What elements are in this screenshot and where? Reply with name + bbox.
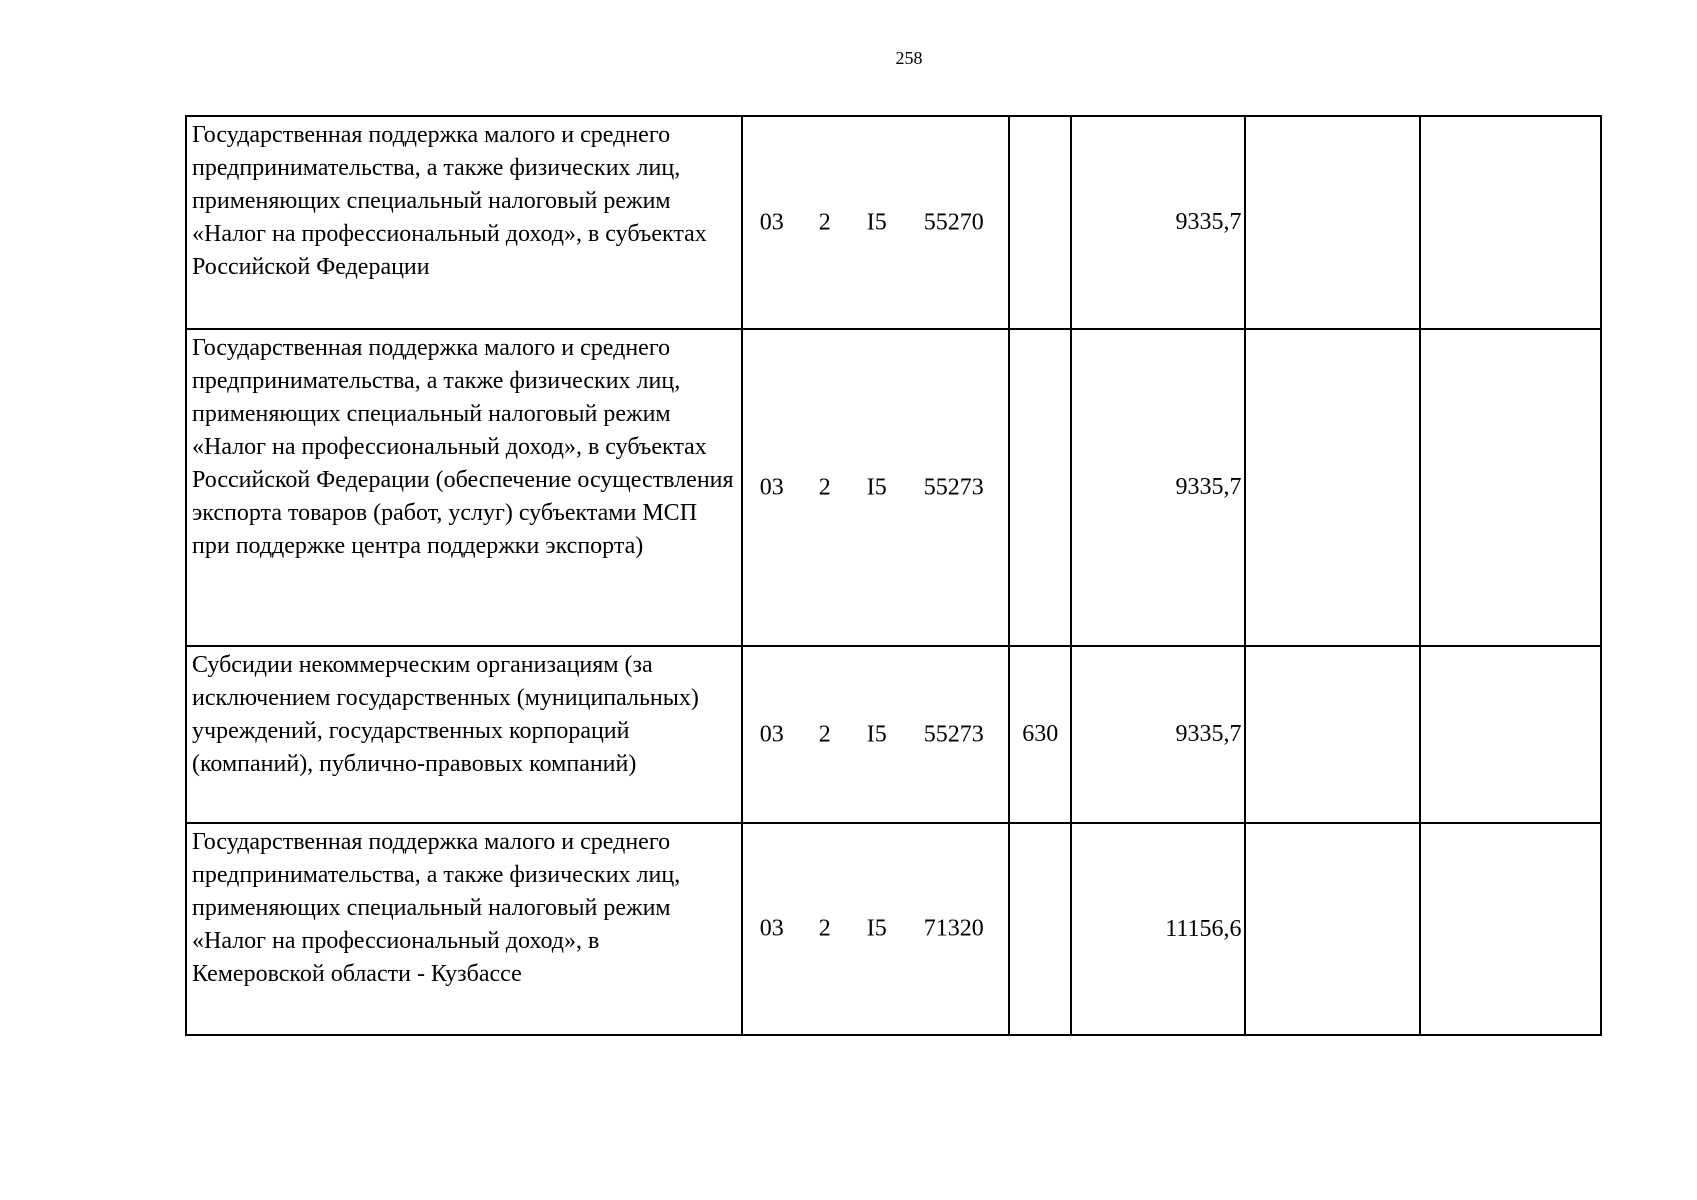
project-code: I5: [866, 474, 887, 500]
program-code: 2: [818, 915, 831, 942]
direction-code: 55270: [923, 209, 984, 235]
amount-value-2: [1245, 329, 1419, 646]
budget-table: [185, 115, 1602, 1036]
program-code: 2: [818, 209, 831, 235]
expense-type-code: [1009, 329, 1071, 646]
classification-codes: [742, 646, 1009, 823]
direction-code: 55273: [923, 474, 984, 500]
expense-type-code: [1009, 116, 1071, 329]
project-code: I5: [866, 721, 887, 747]
item-name: Государственная поддержка малого и среднего предпринимательства, а также физических лиц, применяющих специальный налоговый режим «Налог на профессиональный доход», в Кемеровской области - Кузбассе: [186, 823, 742, 1035]
page-number: 258: [895, 48, 923, 68]
program-code: 2: [818, 474, 831, 500]
amount-value: 9335,7: [1071, 329, 1245, 646]
direction-code: 55273: [923, 721, 984, 747]
classification-codes: [742, 329, 1009, 646]
program-code: 2: [818, 721, 831, 747]
table-row: [186, 116, 1601, 329]
amount-value: 9335,7: [1071, 116, 1245, 329]
project-code: I5: [866, 915, 887, 942]
amount-value-3: [1420, 329, 1601, 646]
section-code: 03: [759, 209, 784, 235]
item-name: Государственная поддержка малого и среднего предпринимательства, а также физических лиц, применяющих специальный налоговый режим «Налог на профессиональный доход», в субъектах Российской Федерации (обеспечение осуществления экспорта товаров (работ, услуг) субъектами МСП при поддержке центра поддержки экспорта): [186, 329, 742, 646]
table-row: [186, 646, 1601, 823]
item-name: Государственная поддержка малого и среднего предпринимательства, а также физических лиц, применяющих специальный налоговый режим «Налог на профессиональный доход», в субъектах Российской Федерации: [186, 116, 742, 329]
project-code: I5: [866, 209, 887, 235]
expense-type-code: [1009, 823, 1071, 1035]
classification-codes: [742, 116, 1009, 329]
section-code: 03: [759, 474, 784, 500]
amount-value-3: [1420, 823, 1601, 1035]
direction-code: 71320: [923, 915, 984, 942]
section-code: 03: [759, 915, 784, 942]
table-row: [186, 329, 1601, 646]
section-code: 03: [759, 721, 784, 747]
amount-value-3: [1420, 646, 1601, 823]
classification-codes: [742, 823, 1009, 1035]
expense-type-code: 630: [1009, 646, 1071, 823]
amount-value-2: [1245, 646, 1419, 823]
table-row: [186, 823, 1601, 1035]
amount-value: 11156,6: [1071, 823, 1245, 1035]
amount-value-2: [1245, 116, 1419, 329]
item-name: Субсидии некоммерческим организациям (за исключением государственных (муниципальных) учреждений, государственных корпораций (компаний), публично-правовых компаний): [186, 646, 742, 823]
amount-value-3: [1420, 116, 1601, 329]
amount-value: 9335,7: [1071, 646, 1245, 823]
amount-value-2: [1245, 823, 1419, 1035]
